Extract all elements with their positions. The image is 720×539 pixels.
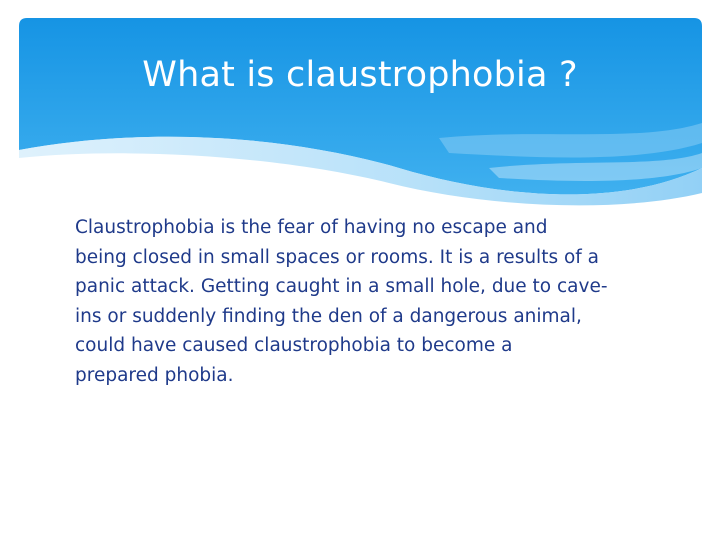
header-wave-band xyxy=(19,18,702,208)
body-line: being closed in small spaces or rooms. It is a results of a xyxy=(75,246,600,268)
body-line: Claustrophobia is the fear of having no escape and xyxy=(75,217,548,238)
body-line: ins or suddenly finding the den of a dangerous animal, xyxy=(75,305,582,327)
body-line: panic attack. Getting caught in a small hole, due to cave- xyxy=(75,276,608,297)
slide-body-text xyxy=(75,213,665,390)
wave-decoration xyxy=(19,18,702,208)
body-line: prepared phobia. xyxy=(75,364,234,386)
body-line: could have caused claustrophobia to become a xyxy=(75,335,513,356)
slide-title: What is claustrophobia ? xyxy=(142,55,578,95)
